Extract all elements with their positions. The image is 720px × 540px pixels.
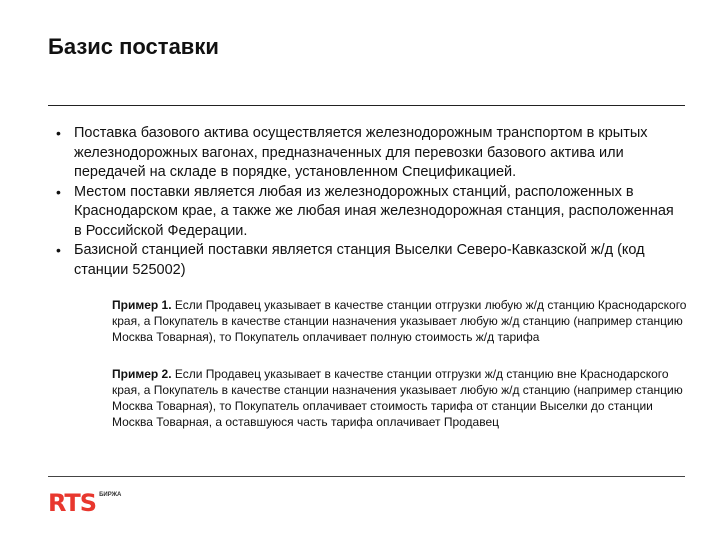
bullet-icon: • <box>56 125 61 141</box>
logo-mark: RTS <box>48 489 97 517</box>
example-text: Если Продавец указывает в качестве станции отгрузки любую ж/д станцию Краснодарского края, а Покупатель в качестве станции назначения указывает любую ж/д станцию (например станцию Москва Товарная), то Покупатель оплачивает полную стоимость ж/д тарифа <box>112 298 687 345</box>
list-item <box>52 124 682 183</box>
example-paragraph <box>112 297 687 346</box>
bullet-text: Местом поставки является любая из железнодорожных станций, расположенных в Краснодарском крае, а также же любая иная железнодорожная станция, расположенная в Российской Федерации. <box>74 183 674 239</box>
footer-divider <box>48 476 685 477</box>
example-text: Если Продавец указывает в качестве станции отгрузки ж/д станцию вне Краснодарского края, а Покупатель в качестве станции назначения указывает любую ж/д станцию (например станцию Москва Товарная), то Покупатель оплачивает стоимость тарифа от станции Выселки до станции Москва Товарная, а оставшуюся часть тарифа оплачивает Продавец <box>112 366 683 430</box>
bullet-text: Базисной станцией поставки является станция Выселки Северо-Кавказской ж/д (код станции 525002) <box>74 242 645 278</box>
bullet-icon: • <box>56 183 61 200</box>
bullet-icon: • <box>56 242 61 258</box>
logo-subtitle: БИРЖА <box>99 492 122 498</box>
rts-logo <box>48 490 121 516</box>
examples-block <box>112 297 687 450</box>
bullet-text: Поставка базового актива осуществляется железнодорожным транспортом в крытых железнодорожных вагонах, предназначенных для перевозки базового актива или передачей на складе в порядке, установленном Спецификацией. <box>74 125 648 180</box>
title-divider <box>48 105 685 106</box>
bullet-list <box>52 124 682 280</box>
list-item <box>52 241 682 280</box>
list-item <box>52 183 682 242</box>
example-label: Пример 1. <box>112 298 172 312</box>
page-title: Базис поставки <box>48 34 219 59</box>
example-paragraph <box>112 366 687 431</box>
example-label: Пример 2. <box>112 366 172 381</box>
